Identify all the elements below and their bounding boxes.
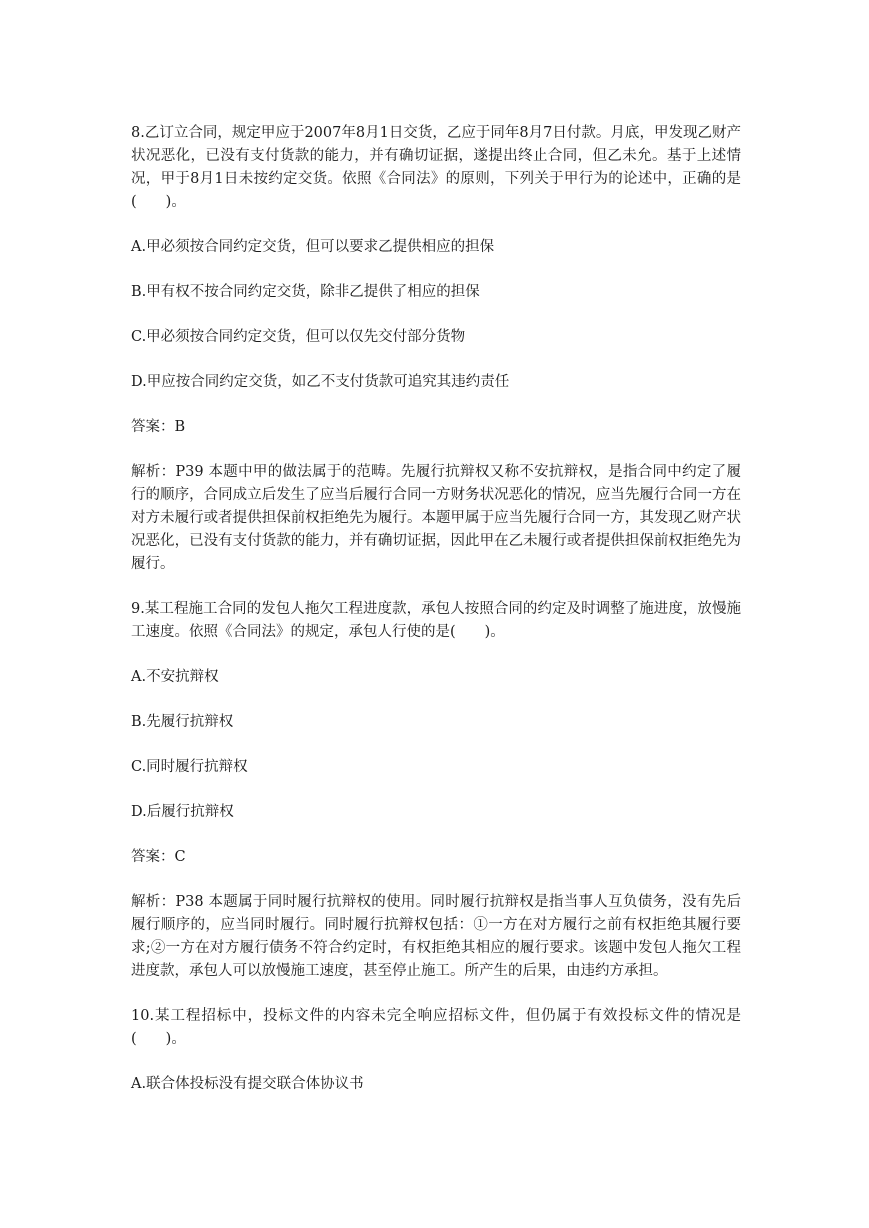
question-stem: 10.某工程招标中，投标文件的内容未完全响应招标文件，但仍属于有效投标文件的情况是( )。: [131, 1008, 741, 1047]
option-d: D.甲应按合同约定交货，如乙不支付货款可追究其违约责任: [131, 374, 510, 390]
analysis: 解析：P39 本题中甲的做法属于的范畴。先履行抗辩权又称不安抗辩权，是指合同中约定了履行的顺序，合同成立后发生了应当后履行合同一方财务状况恶化的情况，应当先履行合同一方在对方未履行或者提供担保前权拒绝先为履行。本题甲属于应当先履行合同一方，其发现乙财产状况恶化，已没有支付货款的能力，并有确切证据，因此甲在乙未履行或者提供担保前权拒绝先为履行。: [131, 464, 741, 572]
option-c: C.同时履行抗辩权: [131, 759, 248, 775]
question-stem: 8.乙订立合同，规定甲应于2007年8月1日交货，乙应于同年8月7日付款。月底，甲发现乙财产状况恶化，已没有支付货款的能力，并有确切证据，遂提出终止合同，但乙未允。基于上述情况，甲于8月1日未按约定交货。依照《合同法》的原则，下列关于甲行为的论述中，正确的是( )。: [131, 125, 741, 210]
answer: 答案：B: [131, 419, 186, 435]
question-stem: 9.某工程施工合同的发包人拖欠工程进度款，承包人按照合同的约定及时调整了施进度，放慢施工速度。依照《合同法》的规定，承包人行使的是( )。: [131, 601, 741, 640]
option-a: A.联合体投标没有提交联合体协议书: [131, 1076, 364, 1092]
document-page: [131, 122, 741, 1096]
option-d: D.后履行抗辩权: [131, 804, 234, 820]
option-a: A.甲必须按合同约定交货，但可以要求乙提供相应的担保: [131, 239, 495, 255]
option-c: C.甲必须按合同约定交货，但可以仅先交付部分货物: [131, 329, 466, 345]
analysis: 解析：P38 本题属于同时履行抗辩权的使用。同时履行抗辩权是指当事人互负债务，没有先后履行顺序的，应当同时履行。同时履行抗辩权包括：①一方在对方履行之前有权拒绝其履行要求;②一方在对方履行债务不符合约定时，有权拒绝其相应的履行要求。该题中发包人拖欠工程进度款，承包人可以放慢施工速度，甚至停止施工。所产生的后果，由违约方承担。: [131, 894, 741, 979]
option-b: B.先履行抗辩权: [131, 714, 234, 730]
answer: 答案：C: [131, 849, 186, 865]
option-b: B.甲有权不按合同约定交货，除非乙提供了相应的担保: [131, 284, 480, 300]
option-a: A.不安抗辩权: [131, 669, 219, 685]
